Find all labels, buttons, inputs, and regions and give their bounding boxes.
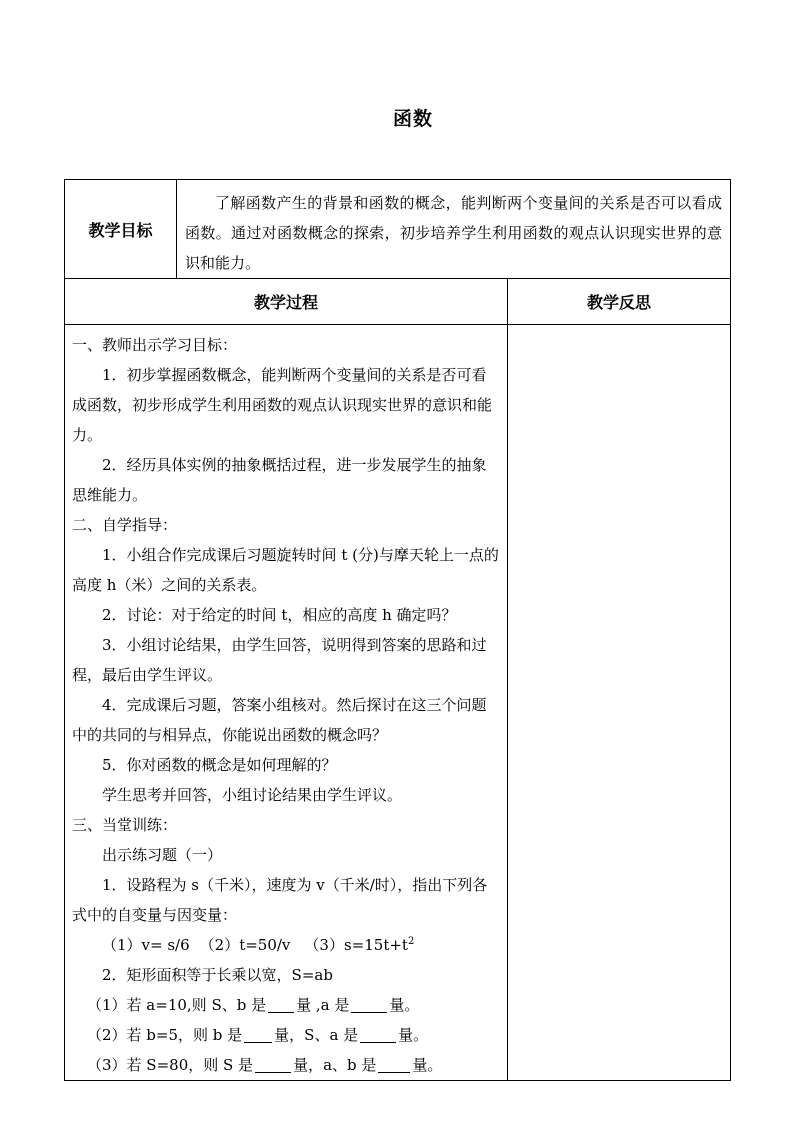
question-1-formulas [72, 930, 499, 960]
answer-blank[interactable] [378, 1055, 410, 1073]
lesson-plan-table [64, 179, 731, 1081]
q2-1-text-b: 量 ,a 是 [296, 996, 350, 1014]
section-3-title: 三、当堂训练： [72, 816, 178, 834]
exercise-set-label: 出示练习题（一） [102, 846, 223, 864]
header-row [65, 279, 731, 325]
process-content [65, 325, 508, 1081]
section-2-item-1: 1．小组合作完成课后习题旋转时间 t (分)与摩天轮上一点的高度 h（米）之间的关系表。 [72, 546, 499, 594]
section-2-item-3: 3．小组讨论结果，由学生回答，说明得到答案的思路和过程，最后由学生评议。 [72, 636, 487, 684]
section-2-title: 二、自学指导： [72, 516, 178, 534]
question-2-part-3 [72, 1050, 499, 1080]
document-title: 函数 [392, 108, 433, 130]
section-1-item-2: 2．经历具体实例的抽象概括过程，进一步发展学生的抽象思维能力。 [72, 456, 487, 504]
process-header: 教学过程 [65, 279, 508, 325]
reflection-header: 教学反思 [508, 279, 731, 325]
section-2-item-4: 4．完成课后习题，答案小组核对。然后探讨在这三个问题中的共同的与相异点，你能说出函数的概念吗？ [72, 696, 487, 744]
section-1-item-1: 1．初步掌握函数概念，能判断两个变量间的关系是否可看成函数，初步形成学生利用函数的观点认识现实世界的意识和能力。 [72, 366, 493, 444]
answer-blank[interactable] [360, 1025, 396, 1043]
answer-blank[interactable] [351, 995, 387, 1013]
content-row [65, 325, 731, 1081]
q2-3-text-b: 量，a、b 是 [293, 1056, 377, 1074]
section-2-note: 学生思考并回答，小组讨论结果由学生评议。 [102, 786, 403, 804]
q2-2-text-c: 量。 [398, 1026, 429, 1044]
formula-3: （3）s=15t+t [304, 936, 408, 954]
q2-1-text-c: 量。 [389, 996, 420, 1014]
section-2-item-5: 5．你对函数的概念是如何理解的？ [102, 756, 337, 774]
q2-2-text-a: （2）若 b=5，则 b 是 [87, 1026, 243, 1044]
q2-2-text-b: 量，S、a 是 [274, 1026, 359, 1044]
goal-row [65, 180, 731, 279]
section-1-title: 一、教师出示学习目标： [72, 336, 238, 354]
question-2-part-1 [72, 990, 499, 1020]
q2-1-text-a: （1）若 a=10,则 S、b 是 [87, 996, 267, 1014]
q2-3-text-c: 量。 [412, 1056, 443, 1074]
question-2-part-2 [72, 1020, 499, 1050]
section-2-item-2: 2．讨论：对于给定的时间 t，相应的高度 h 确定吗？ [102, 606, 457, 624]
goal-label: 教学目标 [65, 180, 177, 279]
question-2: 2．矩形面积等于长乘以宽，S=ab [102, 966, 333, 984]
answer-blank[interactable] [244, 1025, 272, 1043]
reflection-content [508, 325, 731, 1081]
formula-3-exponent: 2 [407, 936, 415, 947]
goal-text: 了解函数产生的背景和函数的概念，能判断两个变量间的关系是否可以看成函数。通过对函数概念的探索，初步培养学生利用函数的观点认识现实世界的意识和能力。 [177, 180, 731, 279]
question-1: 1．设路程为 s（千米），速度为 v（千米/时），指出下列各式中的自变量与因变量： [72, 876, 488, 924]
formula-1: （1）v= s/6 [102, 936, 190, 954]
answer-blank[interactable] [268, 995, 294, 1013]
q2-3-text-a: （3）若 S=80，则 S 是 [87, 1056, 254, 1074]
formula-2: （2）t=50/v [199, 936, 291, 954]
answer-blank[interactable] [255, 1055, 291, 1073]
